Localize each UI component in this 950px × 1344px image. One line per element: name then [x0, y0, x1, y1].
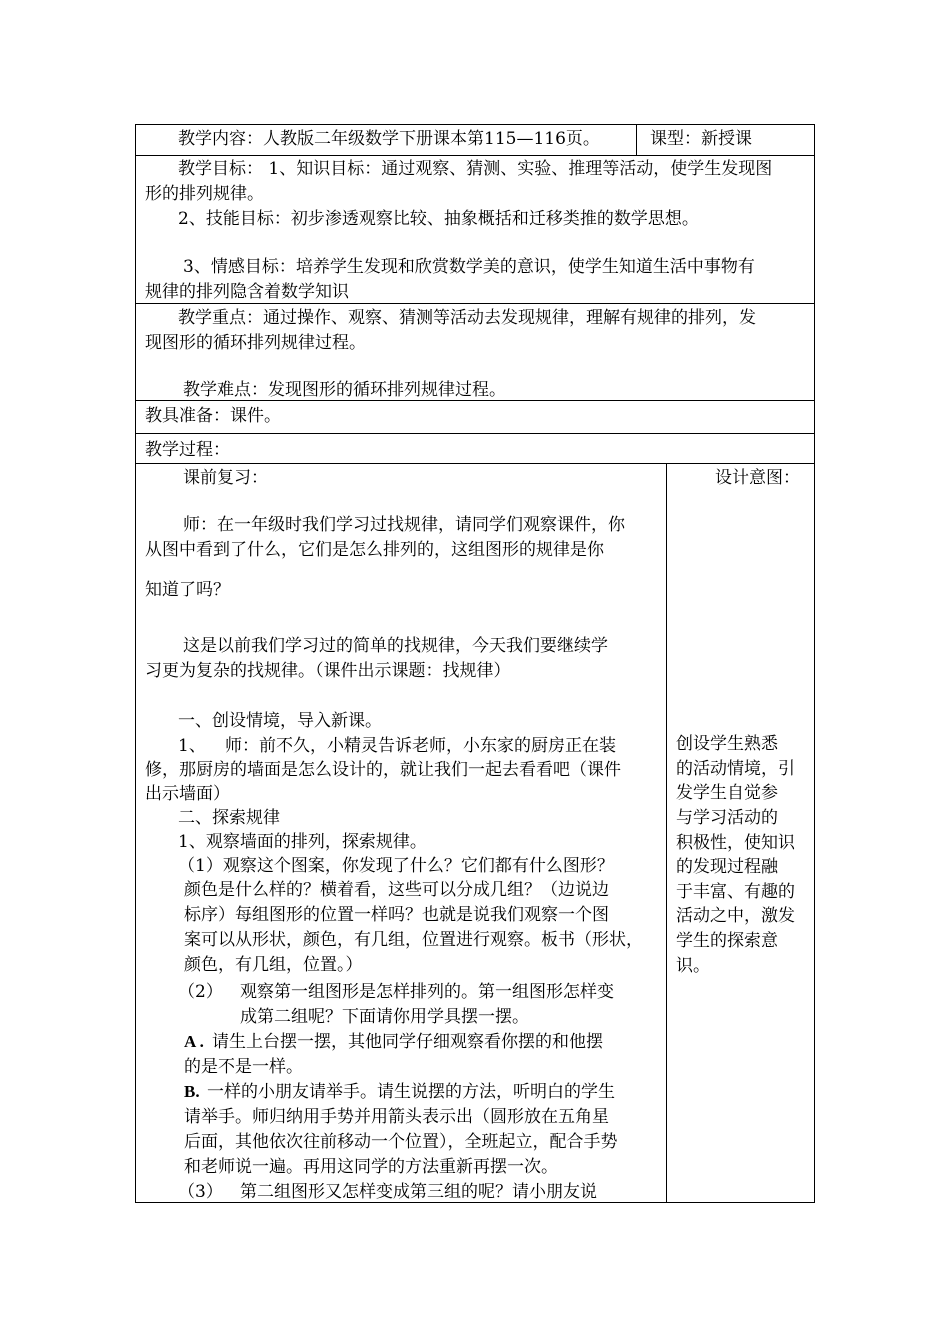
body-text: 颜色是什么样的？横着看，这些可以分成几组？（边说边	[184, 880, 609, 900]
body-text: （1）观察这个图案，你发现了什么？它们都有什么图形？	[178, 856, 614, 876]
section-heading: 一、创设情境，导入新课。	[178, 711, 382, 731]
goals-line: 3、情感目标：培养学生发现和欣赏数学美的意识，使学生知道生活中事物有	[183, 257, 755, 277]
body-text: 师：前不久，小精灵告诉老师，小东家的厨房正在装	[225, 736, 616, 756]
body-text: 和老师说一遍。再用这同学的方法重新再摆一次。	[184, 1157, 558, 1177]
design-text: 于丰富、有趣的	[676, 882, 795, 902]
design-title: 设计意图：	[715, 468, 800, 488]
body-text: 颜色，有几组，位置。）	[184, 955, 363, 975]
body-text: 案可以从形状，颜色，有几组，位置进行观察。板书（形状，	[184, 930, 643, 950]
design-text: 与学习活动的	[676, 808, 778, 828]
body-text: 的是不是一样。	[184, 1057, 303, 1077]
column-divider	[666, 463, 667, 1203]
body-text: 请举手。师归纳用手势并用箭头表示出（圆形放在五角星	[184, 1107, 609, 1127]
body-text: 修，那厨房的墙面是怎么设计的，就让我们一起去看看吧（课件	[145, 760, 621, 780]
design-text: 创设学生熟悉	[676, 734, 778, 754]
review-text: 习更为复杂的找规律。（课件出示课题：找规律）	[145, 661, 511, 681]
section-heading: 二、探索规律	[178, 808, 280, 828]
review-text: 从图中看到了什么，它们是怎么排列的，这组图形的规律是你	[145, 540, 604, 560]
goals-line: 2、技能目标：初步渗透观察比较、抽象概括和迁移类推的数学思想。	[178, 209, 699, 229]
keypoints-line: 教学重点：通过操作、观察、猜测等活动去发现规律，理解有规律的排列，发	[178, 308, 756, 328]
lesson-type: 课型：新授课	[650, 129, 752, 149]
keypoints-line: 现图形的循环排列规律过程。	[145, 333, 366, 353]
teaching-content: 教学内容：人教版二年级数学下册课本第115—116页。	[178, 129, 600, 149]
list-number: 1、	[178, 736, 206, 756]
goals-line: 形的排列规律。	[145, 184, 264, 204]
review-text: 知道了吗？	[145, 580, 230, 600]
body-text: 成第二组呢？下面请你用学具摆一摆。	[240, 1007, 529, 1027]
review-text: 这是以前我们学习过的简单的找规律，今天我们要继续学	[183, 636, 608, 656]
tools-line: 教具准备：课件。	[145, 406, 281, 426]
column-divider	[636, 124, 637, 155]
design-text: 发学生自觉参	[676, 783, 778, 803]
list-number: （3）	[178, 1182, 223, 1202]
list-number: （2）	[178, 982, 223, 1002]
list-marker: B.	[184, 1082, 200, 1101]
design-text: 学生的探索意	[676, 931, 778, 951]
body-text: 标序）每组图形的位置一样吗？也就是说我们观察一个图	[184, 905, 609, 925]
row-divider	[135, 433, 815, 434]
row-divider	[135, 155, 815, 156]
body-text: 一样的小朋友请举手。请生说摆的方法，听明白的学生	[207, 1082, 615, 1102]
goals-line: 教学目标： 1、知识目标：通过观察、猜测、实验、推理等活动，使学生发现图	[178, 159, 773, 179]
row-divider	[135, 463, 815, 464]
review-title: 课前复习：	[183, 468, 268, 488]
design-text: 的活动情境，引	[676, 759, 795, 779]
body-text: 1、观察墙面的排列，探索规律。	[178, 832, 427, 852]
goals-line: 规律的排列隐含着数学知识	[145, 282, 349, 302]
body-text: 后面，其他依次往前移动一个位置），全班起立，配合手势	[184, 1132, 618, 1152]
body-text: 观察第一组图形是怎样排列的。第一组图形怎样变	[240, 982, 614, 1002]
list-marker: A .	[184, 1032, 204, 1051]
design-text: 识。	[676, 956, 710, 976]
body-text: 出示墙面）	[145, 784, 230, 804]
design-text: 积极性，使知识	[676, 833, 795, 853]
body-text: 请生上台摆一摆，其他同学仔细观察看你摆的和他摆	[212, 1032, 603, 1052]
body-text: 第二组图形又怎样变成第三组的呢？请小朋友说	[240, 1182, 597, 1202]
review-text: 师：在一年级时我们学习过找规律，请同学们观察课件，你	[183, 515, 625, 535]
design-text: 的发现过程融	[676, 857, 778, 877]
process-label: 教学过程：	[145, 440, 230, 460]
difficulty-line: 教学难点：发现图形的循环排列规律过程。	[183, 380, 506, 400]
design-text: 活动之中，激发	[676, 906, 795, 926]
